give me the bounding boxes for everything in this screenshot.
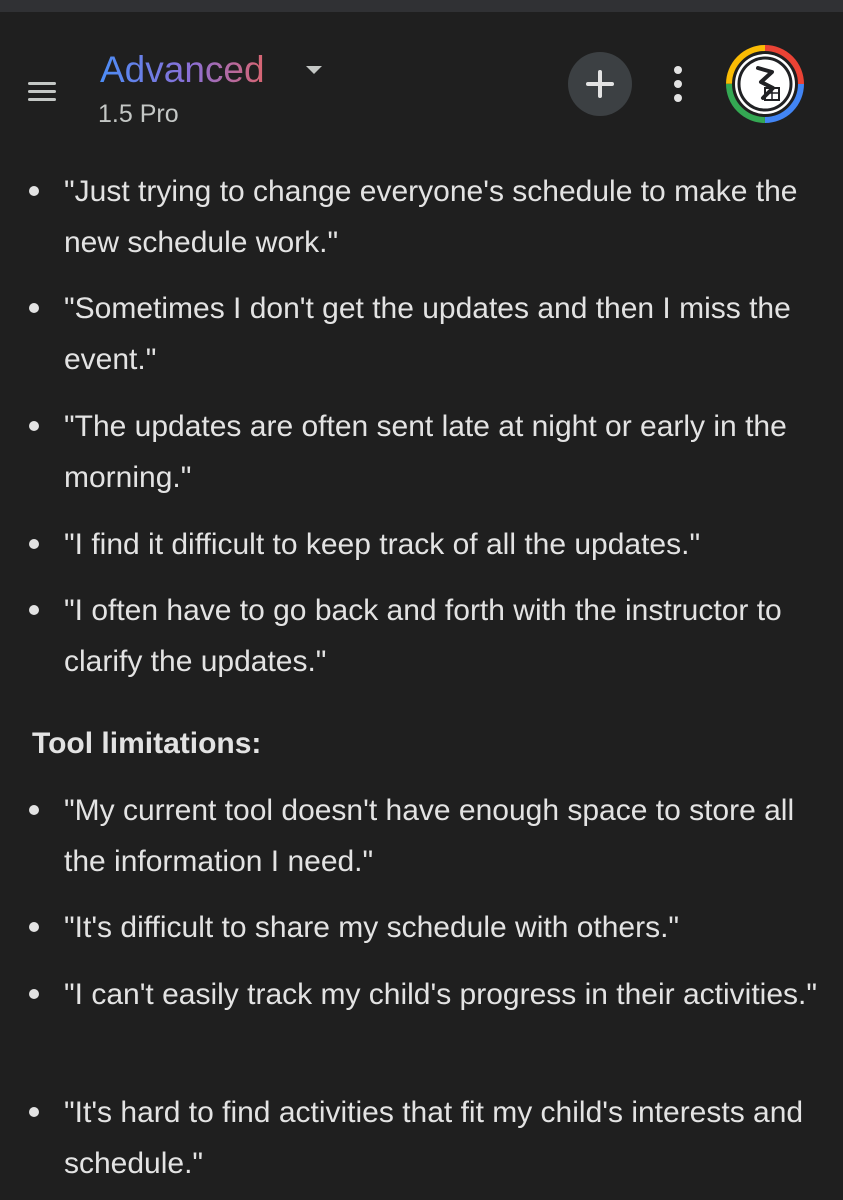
app-title: Advanced: [100, 49, 265, 90]
list-item-text: "I often have to go back and forth with the instructor to clarify the updates.": [64, 594, 782, 678]
status-bar: [0, 0, 843, 12]
list-item: [64, 785, 824, 887]
avatar[interactable]: [725, 44, 805, 124]
list-item: [64, 283, 824, 385]
model-name: 1.5 Pro: [98, 100, 179, 128]
list-item-text: "I find it difficult to keep track of all the updates.": [64, 528, 701, 561]
list-item-text: "I can't easily track my child's progress in their activities.": [64, 978, 818, 1011]
bullet-point: [29, 539, 39, 549]
bullet-point: [29, 303, 39, 313]
new-chat-button[interactable]: [568, 52, 632, 116]
model-selector[interactable]: [100, 48, 265, 92]
app-header: [0, 12, 843, 152]
hamburger-menu-icon: [28, 82, 56, 85]
list-item: [64, 585, 824, 687]
bullet-point: [29, 605, 39, 615]
profile-avatar-icon: [725, 44, 805, 124]
list-item: [64, 401, 824, 503]
menu-button[interactable]: [26, 80, 58, 102]
plus-icon-stroke: [598, 70, 602, 98]
list-item-text: "Sometimes I don't get the updates and then I miss the event.": [64, 292, 791, 376]
bullet-point: [29, 805, 39, 815]
list-item: [64, 166, 824, 268]
list-item-text: "Just trying to change everyone's schedule to make the new schedule work.": [64, 175, 798, 259]
chevron-down-icon: [306, 66, 322, 74]
list-item-text: "It's difficult to share my schedule with others.": [64, 911, 680, 944]
more-vertical-icon-dot: [674, 94, 682, 102]
hamburger-menu-icon-bar: [28, 90, 56, 93]
bullet-point: [29, 186, 39, 196]
list-item-text: "It's hard to find activities that fit my child's interests and schedule.": [64, 1096, 804, 1180]
list-item: [64, 969, 824, 1020]
list-item: [64, 902, 824, 953]
more-options-button[interactable]: [662, 64, 694, 104]
section-heading: Tool limitations:: [32, 727, 262, 760]
list-item: [64, 519, 824, 570]
bullet-point: [29, 922, 39, 932]
more-vertical-icon: [674, 66, 682, 74]
bullet-point: [29, 989, 39, 999]
list-item-text: "The updates are often sent late at night or early in the morning.": [64, 410, 787, 494]
list-item-text: "My current tool doesn't have enough space to store all the information I need.": [64, 794, 795, 878]
bullet-point: [29, 421, 39, 431]
more-vertical-icon-dot: [674, 80, 682, 88]
hamburger-menu-icon-bar: [28, 98, 56, 101]
bullet-point: [29, 1107, 39, 1117]
list-item: [64, 1087, 824, 1189]
